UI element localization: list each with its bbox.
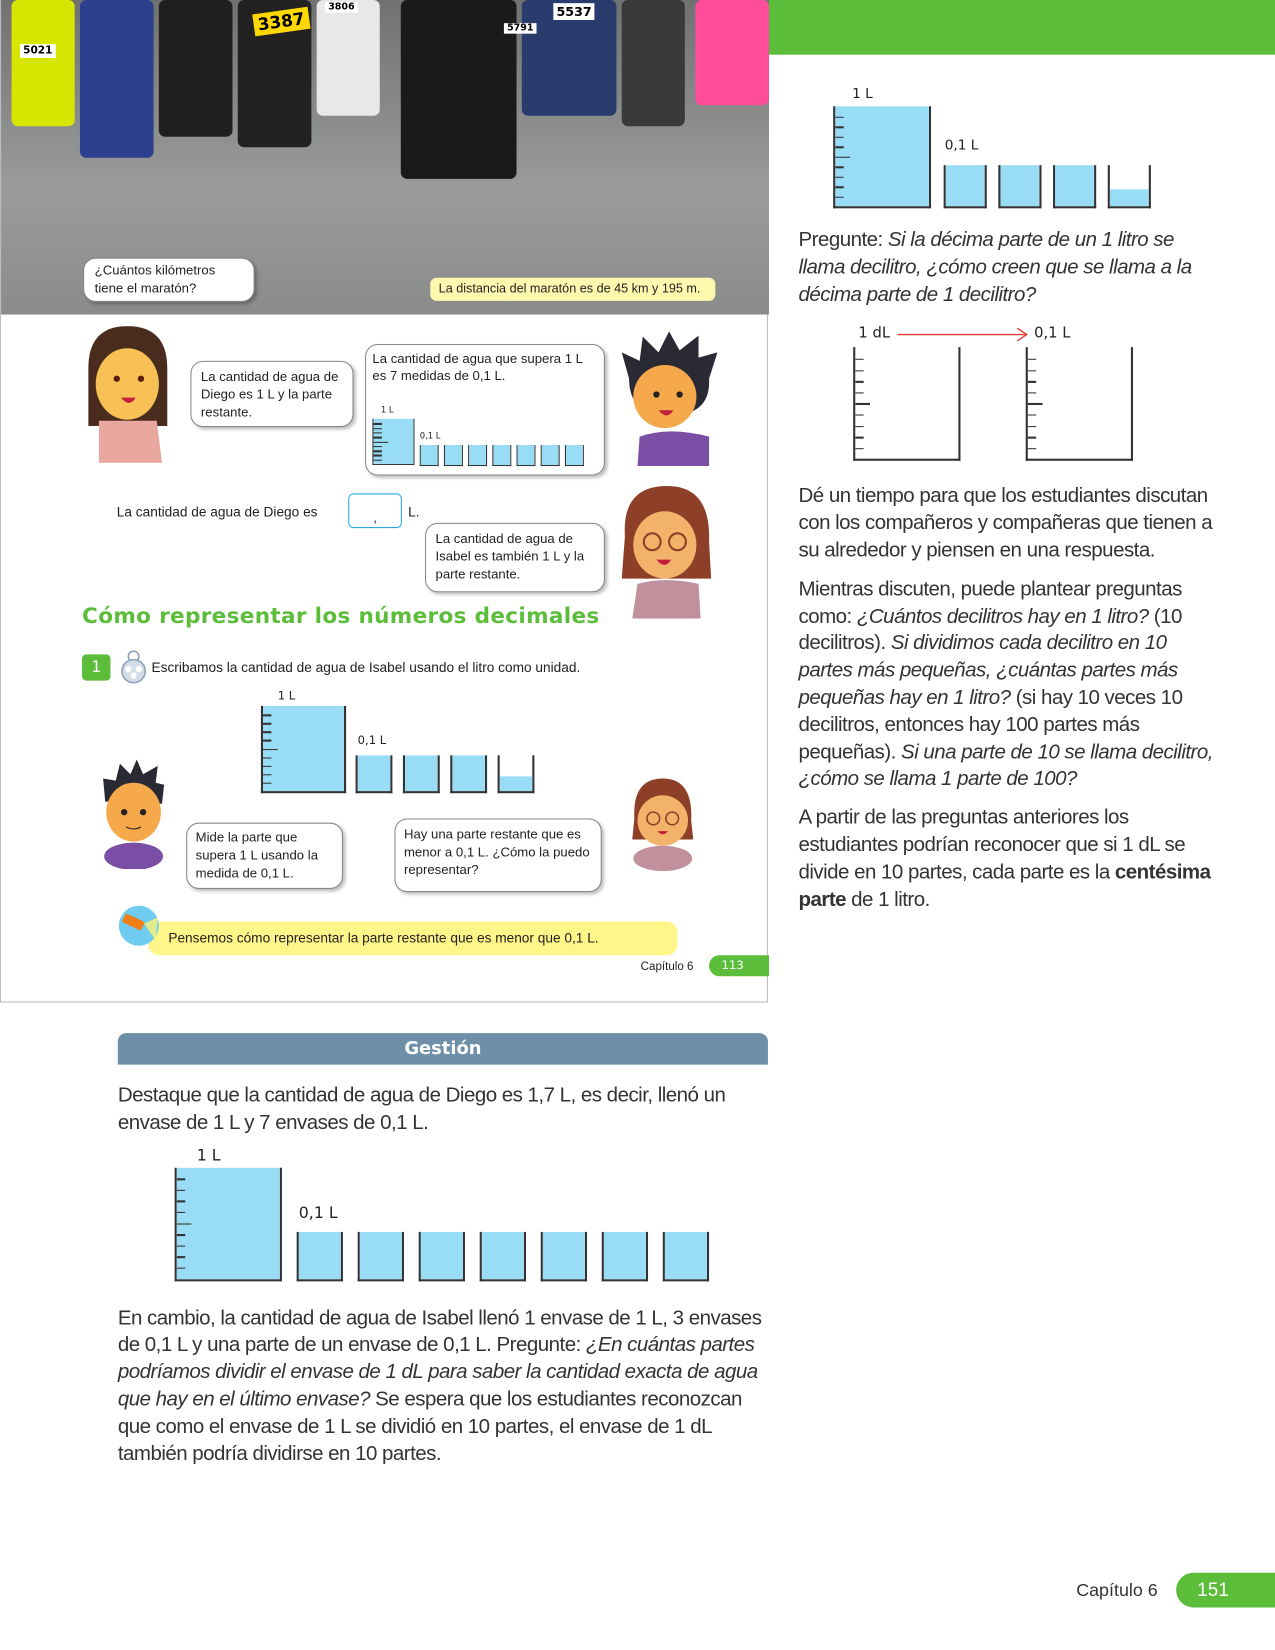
text-segment: (si hay 10 veces 10 decilitros, entonces hay 100 partes más pequeñas).: [798, 685, 1183, 764]
beaker-01l: [420, 445, 439, 466]
text-segment: (10 decilitros).: [798, 604, 1182, 655]
isabel-water-bubble: La cantidad de agua de Isabel es también 1 L y la parte restante.: [425, 523, 605, 592]
beaker-01l: [356, 755, 393, 793]
water-fill: [542, 445, 559, 465]
beaker-01l: [480, 1231, 526, 1280]
water-fill: [493, 445, 510, 465]
scale-tick: [263, 723, 271, 725]
scale-tick: [177, 1190, 185, 1192]
beaker-01l: [358, 1231, 404, 1280]
scale-tick: [263, 714, 271, 716]
distance-label: La distancia del maratón es de 45 km y 195 m.: [430, 278, 715, 301]
scale-tick: [835, 116, 843, 118]
scale-tick: [177, 1223, 192, 1225]
text-segment: Destaque que la cantidad de agua de Diego es 1,7 L, es decir, llenó un envase de 1 L y 7 envases de 0,1 L.: [117, 1083, 726, 1134]
boy-character-icon: [101, 760, 166, 869]
scale-tick: [373, 432, 381, 434]
beaker-01l: [517, 445, 536, 466]
footer-page-number: 151: [1176, 1573, 1275, 1608]
race-bib: 5537: [553, 3, 594, 20]
scale-tick: [855, 359, 863, 361]
beaker-01l: [998, 165, 1041, 208]
right-beaker-1l: [833, 106, 931, 208]
boy-character-icon: [616, 331, 721, 466]
scale-tick: [835, 126, 843, 128]
beaker-01l: [492, 445, 511, 466]
scale-tick: [855, 392, 863, 394]
scale-tick: [835, 186, 843, 188]
red-arrow-icon: [897, 328, 1030, 343]
scale-tick: [835, 166, 843, 168]
beaker-01l: [602, 1231, 648, 1280]
scale-tick: [1028, 359, 1036, 361]
water-fill: [299, 1231, 341, 1278]
race-bib: 5021: [20, 44, 56, 58]
isabel-beaker-1l: [261, 706, 346, 793]
beaker-01l: [1053, 165, 1096, 208]
text-segment: ¿Cuántos decilitros hay en 1 litro?: [856, 604, 1149, 628]
scale-tick: [263, 757, 271, 759]
scale-tick: [855, 403, 870, 405]
beaker-01l: [565, 445, 584, 466]
water-fill: [665, 1231, 707, 1278]
scale-tick: [1028, 381, 1036, 383]
page-number-tab: 113: [709, 955, 769, 976]
water-fill: [469, 445, 486, 465]
scale-tick: [263, 783, 271, 785]
dl-diagram: [798, 309, 1219, 484]
mini-beaker-1l: [372, 419, 414, 465]
gestion-paragraph-1: [118, 1083, 776, 1137]
water-fill: [543, 1231, 585, 1278]
student-page-thumbnail: [0, 0, 768, 1003]
water-fill: [1000, 165, 1039, 206]
scale-tick: [263, 774, 271, 776]
scale-tick: [177, 1268, 185, 1270]
task-number-badge: 1: [82, 654, 110, 680]
water-fill: [445, 445, 462, 465]
footer-chapter: Capítulo 6: [1076, 1580, 1158, 1601]
scale-tick: [835, 146, 843, 148]
water-fill: [452, 755, 485, 791]
race-bib: 5791: [504, 23, 537, 34]
scale-tick: [1028, 437, 1036, 439]
water-fill: [482, 1231, 524, 1278]
beaker-01l: [541, 1231, 587, 1280]
isabel-character-icon: [616, 484, 713, 619]
diego-water-bubble: La cantidad de agua de Diego es 1 L y la parte restante.: [190, 361, 353, 427]
water-fill: [500, 777, 533, 791]
question-paragraph: [798, 227, 1219, 308]
scale-tick: [373, 428, 381, 430]
scale-tick: [1028, 448, 1036, 450]
remaining-bubble: Hay una parte restante que es menor a 0,1 L. ¿Cómo la puedo representar?: [395, 818, 602, 892]
scale-tick: [373, 441, 388, 443]
prompt-questions-paragraph: [798, 576, 1219, 793]
water-fill: [518, 445, 535, 465]
diego-unit: L.: [408, 503, 420, 520]
tenth-litre-container: [1026, 348, 1133, 462]
race-bib: 3387: [252, 7, 310, 37]
beaker-01l: [419, 1231, 465, 1280]
water-fill: [421, 445, 438, 465]
dl-label: 1 dL: [858, 325, 891, 343]
isabel-label-01l: 0,1 L: [357, 733, 387, 747]
water-fill: [405, 755, 438, 791]
beaker-01l: [663, 1231, 709, 1280]
scale-tick: [263, 766, 271, 768]
gestion-paragraph-2: [118, 1305, 776, 1468]
group-work-icon: [118, 650, 150, 684]
beaker-01l: [498, 755, 535, 793]
scale-tick: [177, 1212, 185, 1214]
measure-bubble: Mide la parte que supera 1 L usando la medida de 0,1 L.: [186, 823, 343, 889]
gestion-header: [118, 1033, 768, 1065]
beaker-01l: [297, 1231, 343, 1280]
right-column: [798, 227, 1219, 913]
isabel-character-icon: [628, 776, 697, 871]
water-fill: [566, 445, 583, 465]
boy-explanation-text: La cantidad de agua que supera 1 L es 7 medidas de 0,1 L.: [372, 351, 583, 383]
text-segment: En cambio, la cantidad de agua de Isabel llenó 1 envase de 1 L, 3 envases de 0,1 L y una parte de un envase de 0,1 L. Pregunte:: [117, 1306, 762, 1357]
scale-tick: [263, 748, 278, 750]
diego-sentence: La cantidad de agua de Diego es: [116, 503, 318, 520]
scale-tick: [1028, 370, 1036, 372]
scale-tick: [263, 731, 271, 733]
scale-tick: [855, 414, 863, 416]
text-segment: Mientras discuten, puede plantear preguntas como:: [798, 577, 1182, 628]
scale-tick: [177, 1234, 185, 1236]
page-footer-chapter: Capítulo 6: [640, 960, 694, 974]
gestion-beaker-1l: [175, 1167, 282, 1281]
gestion-title: Gestión: [404, 1038, 482, 1060]
beaker-01l: [450, 755, 487, 793]
decilitre-container: [853, 348, 960, 462]
text-segment: Se espera que los estudiantes reconozcan que como el envase de 1 L se dividió en 10 partes, el envase de 1 dL también podría dividirse en 10 partes.: [117, 1387, 742, 1465]
scale-tick: [177, 1178, 185, 1180]
scale-tick: [855, 381, 863, 383]
beaker-01l: [944, 165, 987, 208]
scale-tick: [1028, 403, 1043, 405]
scale-tick: [835, 176, 843, 178]
01l-label: 0,1 L: [1034, 325, 1071, 343]
text-segment: de 1 litro.: [846, 887, 930, 911]
scale-tick: [263, 740, 271, 742]
question-bubble: ¿Cuántos kilómetros tiene el maratón?: [83, 258, 254, 302]
scale-tick: [373, 455, 381, 457]
scale-tick: [177, 1201, 185, 1203]
scale-tick: [373, 446, 381, 448]
conclusion-paragraph: [798, 805, 1219, 914]
scale-tick: [835, 156, 850, 158]
water-fill: [177, 1167, 280, 1279]
right-label-1l: 1 L: [852, 86, 873, 103]
text-segment: A partir de las preguntas anteriores los estudiantes podrían reconocer que si 1 dL se divide en 10 partes, cada parte es la: [798, 805, 1186, 884]
scale-tick: [855, 437, 863, 439]
water-fill: [1055, 165, 1094, 206]
gestion-label-1l: 1 L: [196, 1145, 221, 1165]
scale-tick: [835, 136, 843, 138]
scale-tick: [1028, 414, 1036, 416]
scale-tick: [373, 450, 381, 452]
mini-label-1l: 1 L: [380, 405, 394, 415]
water-fill: [1110, 190, 1149, 206]
water-fill: [946, 165, 985, 206]
text-segment: Dé un tiempo para que los estudiantes discutan con los compañeros y compañeras que tienen a su alrededor y piensen en una respuesta.: [798, 484, 1213, 562]
scale-tick: [373, 459, 381, 461]
scale-tick: [373, 423, 381, 425]
girl-character-icon: [83, 326, 171, 463]
text-segment: ¿En cuántas partes podríamos dividir el envase de 1 dL para saber la cantidad exacta de agua que hay en el último envase?: [117, 1333, 758, 1411]
scale-tick: [1028, 392, 1036, 394]
flashlight-icon: [118, 905, 160, 947]
beaker-01l: [468, 445, 487, 466]
scale-tick: [835, 196, 843, 198]
task-instruction: Escribamos la cantidad de agua de Isabel usando el litro como unidad.: [151, 659, 581, 676]
scale-tick: [177, 1245, 185, 1247]
water-fill: [604, 1231, 646, 1278]
decimal-comma: ,: [373, 510, 377, 525]
mini-label-01l: 0,1 L: [419, 431, 441, 441]
beaker-01l: [403, 755, 440, 793]
water-fill: [360, 1231, 402, 1278]
hint-text: Pensemos cómo representar la parte restante que es menor que 0,1 L.: [168, 929, 599, 946]
text-segment: Si dividimos cada decilitro en 10 partes más pequeñas, ¿cuántas partes más pequeñas hay en 1 litro?: [798, 631, 1178, 710]
marathon-photo: [1, 0, 769, 315]
scale-tick: [1028, 426, 1036, 428]
water-fill: [358, 755, 391, 791]
text-segment: Si una parte de 10 se llama decilitro, ¿cómo se llama 1 parte de 100?: [798, 740, 1213, 791]
scale-tick: [373, 437, 381, 439]
beaker-01l: [1108, 165, 1151, 208]
scale-tick: [855, 426, 863, 428]
scale-tick: [177, 1256, 185, 1258]
gestion-diagram: [118, 1137, 776, 1305]
top-green-bar: [768, 0, 1275, 55]
gestion-label-01l: 0,1 L: [298, 1203, 338, 1222]
text-segment: Si la décima parte de un 1 litro se llama decilitro, ¿cómo creen que se llama a la décima parte de 1 decilitro?: [798, 228, 1192, 306]
water-fill: [421, 1231, 463, 1278]
race-bib: 3806: [325, 2, 358, 13]
beaker-01l: [444, 445, 463, 466]
scale-tick: [855, 370, 863, 372]
text-segment: centésima parte: [798, 860, 1211, 911]
gestion-body: [118, 1083, 776, 1468]
section-title: Cómo representar los números decimales: [82, 602, 600, 629]
right-label-01l: 0,1 L: [944, 137, 979, 154]
isabel-label-1l: 1 L: [277, 689, 296, 703]
text-segment: Pregunte:: [798, 228, 888, 252]
beaker-01l: [541, 445, 560, 466]
diego-answer-input[interactable]: [348, 493, 402, 528]
scale-tick: [855, 448, 863, 450]
discussion-paragraph: [798, 483, 1219, 564]
